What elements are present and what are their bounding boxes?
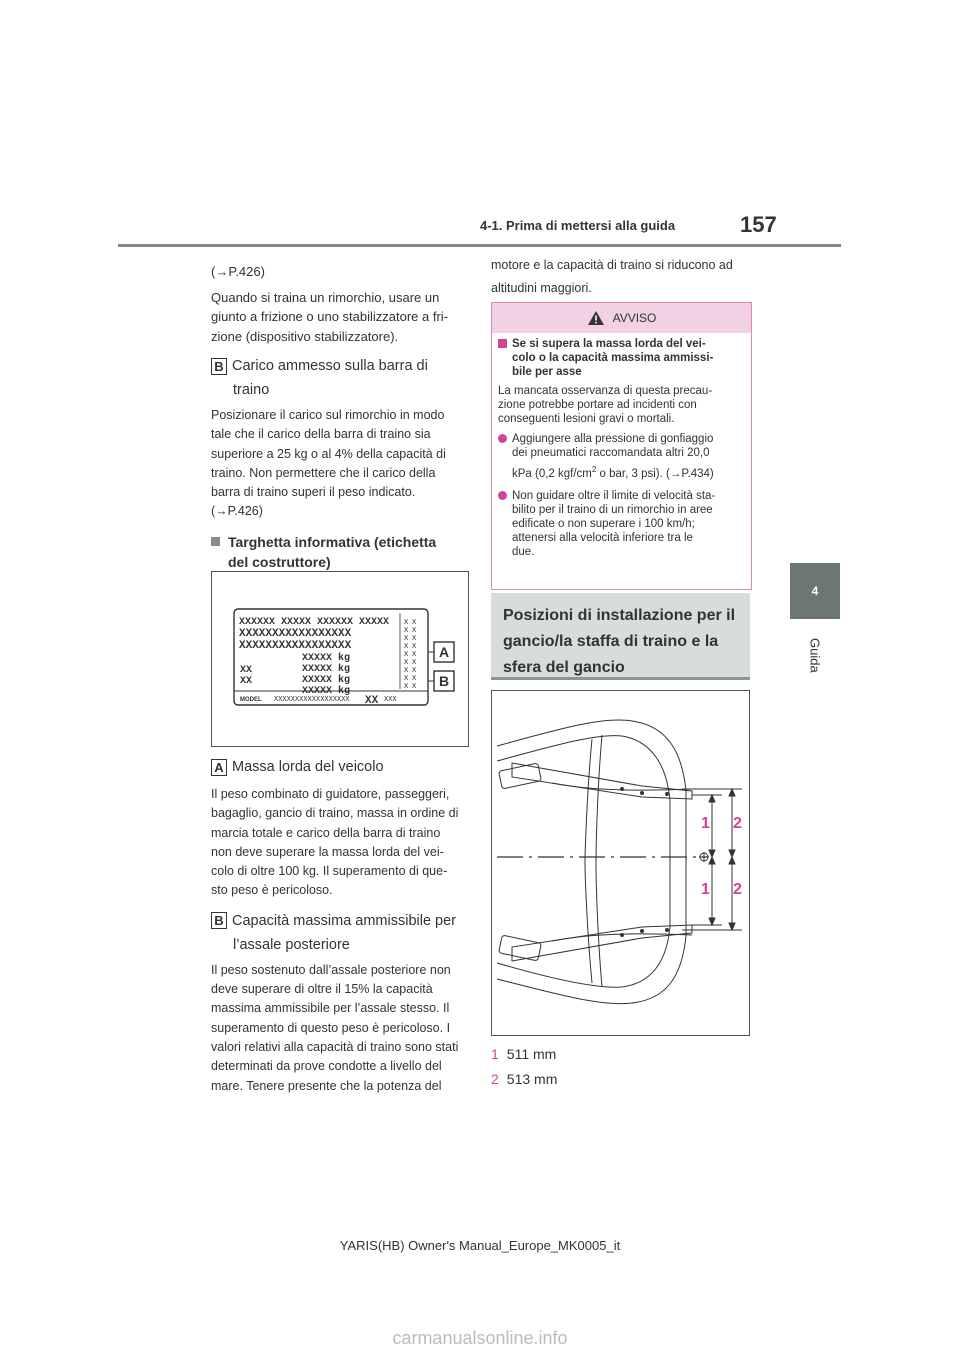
svg-text:X: X bbox=[412, 667, 417, 675]
dimension-label-1-lower: 1 bbox=[701, 881, 710, 898]
svg-text:X: X bbox=[412, 651, 417, 659]
plate-side-column bbox=[404, 619, 417, 691]
warning-bullet-1: Aggiungere alla pressione di gonfiaggio dei pneumatici raccomandata altri 20,0 kPa (0,2 kgf/$cm^2$ o bar, 3 psi). (→P.434) bbox=[498, 432, 745, 481]
svg-text:X: X bbox=[412, 683, 417, 691]
callout-b: B bbox=[438, 673, 450, 689]
section-header: 4-1. Prima di mettersi alla guida bbox=[480, 218, 676, 233]
svg-text:X: X bbox=[412, 627, 417, 635]
svg-text:X: X bbox=[404, 667, 409, 675]
paragraph: Il peso combinato di guidatore, passeggeri, bagaglio, gancio di traino, massa in ordine di marcia totale e carico della barra di traino non deve superare la massa lorda del vei- colo di oltre 100 kg. Il superamento di que- sto peso è pericoloso. bbox=[211, 787, 459, 898]
page-number: 157 bbox=[740, 212, 777, 237]
plate-row-2: XXXXXXXXXXXXXXXXX bbox=[239, 628, 352, 640]
svg-text:X: X bbox=[412, 643, 417, 651]
bullet-dot-icon bbox=[498, 434, 507, 443]
info-plate-figure bbox=[211, 571, 469, 747]
warning-header bbox=[492, 303, 751, 333]
plate-heading: Targhetta informativa (etichetta del costruttore) bbox=[211, 532, 471, 572]
page-ref: (→P.426) bbox=[211, 504, 263, 519]
plate-model-xx: XX bbox=[365, 695, 379, 707]
legend-item: 2 513 mm bbox=[491, 1071, 558, 1087]
callout-a: A bbox=[438, 644, 450, 660]
square-bullet-icon bbox=[211, 537, 220, 546]
svg-text:X: X bbox=[404, 683, 409, 691]
svg-text:X: X bbox=[404, 619, 409, 627]
plate-xx-2: XX bbox=[240, 676, 253, 687]
plate-model-value: XXXXXXXXXXXXXXXXXX bbox=[274, 696, 350, 704]
svg-text:X: X bbox=[404, 651, 409, 659]
svg-text:X: X bbox=[412, 619, 417, 627]
svg-text:X: X bbox=[404, 675, 409, 683]
dimension-label-2-lower: 2 bbox=[733, 881, 742, 898]
info-plate-illustration bbox=[212, 572, 468, 746]
bullet-dot-icon bbox=[498, 491, 507, 500]
subheading-b2: B Capacità massima ammissibile per l’assale posteriore bbox=[211, 909, 471, 957]
svg-text:X: X bbox=[404, 643, 409, 651]
chapter-tab-number: 4 bbox=[790, 563, 840, 619]
plate-kg-4: XXXXX kg bbox=[302, 686, 351, 697]
warning-body bbox=[492, 333, 751, 563]
plate-xx-1: XX bbox=[240, 665, 253, 676]
plate-row-1: XXXXXX XXXXX XXXXXX XXXXX bbox=[239, 617, 390, 628]
warning-bullet-2: Non guidare oltre il limite di velocità sta- bilito per il traino di un rimorchio in aree edificate o non superare i 100 km/h; attenersi alla velocità inferiore tra le due. bbox=[498, 489, 745, 559]
watermark: carmanualsonline.info bbox=[392, 1328, 568, 1348]
paragraph: Il peso sostenuto dall’assale posteriore non deve superare di oltre il 15% la capacità massima ammissibile per l’assale stesso. Il superamento di questo peso è pericoloso. I valori relativi alla capacità di traino sono stati determinati da prove condotte a livello del mare. Tenere presente che la potenza del bbox=[211, 962, 459, 1093]
plate-model-label: MODEL bbox=[240, 697, 262, 703]
warning-box bbox=[491, 302, 752, 590]
paragraph: Quando si traina un rimorchio, usare un giunto a frizione o uno stabilizzatore a fri- zione (dispositivo stabilizzatore). bbox=[211, 289, 449, 344]
svg-text:X: X bbox=[412, 659, 417, 667]
letter-a-icon: A bbox=[211, 759, 227, 776]
warning-bold-heading: Se si supera la massa lorda del vei- colo o la capacità massima ammissi- bile per asse bbox=[498, 337, 745, 379]
warning-text: La mancata osservanza di questa precau- zione potrebbe portare ad incidenti con conseguenti lesioni gravi o mortali. bbox=[498, 385, 713, 425]
header-rule bbox=[118, 244, 841, 247]
chapter-tab-label: Guida bbox=[807, 637, 823, 673]
warning-triangle-icon bbox=[587, 310, 605, 326]
plate-kg-3: XXXXX kg bbox=[302, 675, 351, 686]
tow-hitch-illustration bbox=[492, 691, 749, 1035]
paragraph: Posizionare il carico sul rimorchio in modo tale che il carico della barra di traino sia superiore a 25 kg o al 4% della capacità di traino. Non permettere che il carico della barra di traino superi il peso indicato. (→P.426) bbox=[211, 406, 471, 522]
page-ref: (→P.426) bbox=[211, 264, 265, 279]
dimension-label-2-upper: 2 bbox=[733, 815, 742, 832]
diagram-legend bbox=[491, 1042, 751, 1092]
plate-model-tail: XXX bbox=[384, 696, 397, 704]
section-title: Posizioni di installazione per il gancio/la staffa di traino e la sfera del gancio bbox=[503, 607, 736, 676]
warning-title: AVVISO bbox=[612, 311, 657, 325]
subheading-a: A Massa lorda del veicolo bbox=[211, 755, 471, 779]
dimension-label-1-upper: 1 bbox=[701, 815, 710, 832]
footer: YARIS(HB) Owner's Manual_Europe_MK0005_it bbox=[339, 1238, 621, 1253]
svg-text:X: X bbox=[412, 675, 417, 683]
section-heading-box bbox=[491, 593, 750, 680]
chapter-tab bbox=[790, 620, 840, 690]
right-continuation: motore e la capacità di traino si riducono ad altitudini maggiori. bbox=[491, 258, 733, 296]
plate-row-3: XXXXXXXXXXXXXXXXX bbox=[239, 640, 352, 652]
svg-text:X: X bbox=[404, 659, 409, 667]
legend-item: 1 511 mm bbox=[491, 1046, 557, 1062]
letter-b-icon: B bbox=[211, 912, 227, 929]
tow-hitch-diagram bbox=[491, 690, 750, 1036]
plate-kg-1: XXXXX kg bbox=[302, 653, 351, 664]
plate-kg-2: XXXXX kg bbox=[302, 664, 351, 675]
svg-text:X: X bbox=[412, 635, 417, 643]
left-column bbox=[211, 262, 471, 572]
left-column-lower bbox=[211, 755, 471, 1096]
square-bullet-icon bbox=[498, 339, 507, 348]
subheading-b: B Carico ammesso sulla barra di traino bbox=[211, 354, 471, 402]
svg-text:X: X bbox=[404, 635, 409, 643]
letter-b-icon: B bbox=[211, 358, 227, 375]
svg-text:X: X bbox=[404, 627, 409, 635]
